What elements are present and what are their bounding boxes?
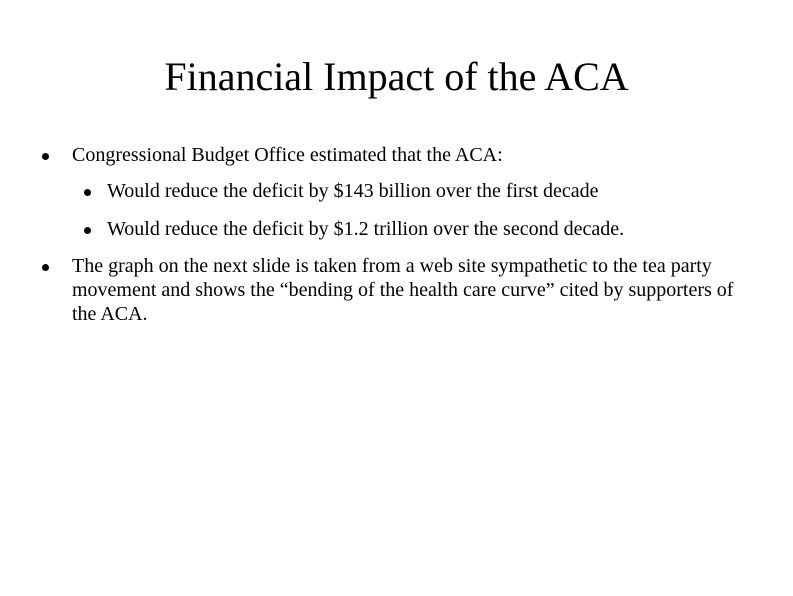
bullet-dot-icon [42, 153, 49, 160]
sub-bullet-text: Would reduce the deficit by $1.2 trillion over the second decade. [107, 218, 625, 240]
bullet-dot-icon [84, 189, 91, 196]
slide-title: Financial Impact of the ACA [164, 54, 629, 99]
bullet-dot-icon [42, 264, 49, 271]
sub-bullet-text: Would reduce the deficit by $143 billion over the first decade [107, 180, 599, 202]
bullet-text: The graph on the next slide is taken from a web site sympathetic to the tea party movement and shows the “bending of the health care curve” cited by supporters of the ACA. [72, 255, 734, 325]
bullet-dot-icon [84, 227, 91, 234]
bullet-text: Congressional Budget Office estimated that the ACA: [72, 144, 503, 166]
